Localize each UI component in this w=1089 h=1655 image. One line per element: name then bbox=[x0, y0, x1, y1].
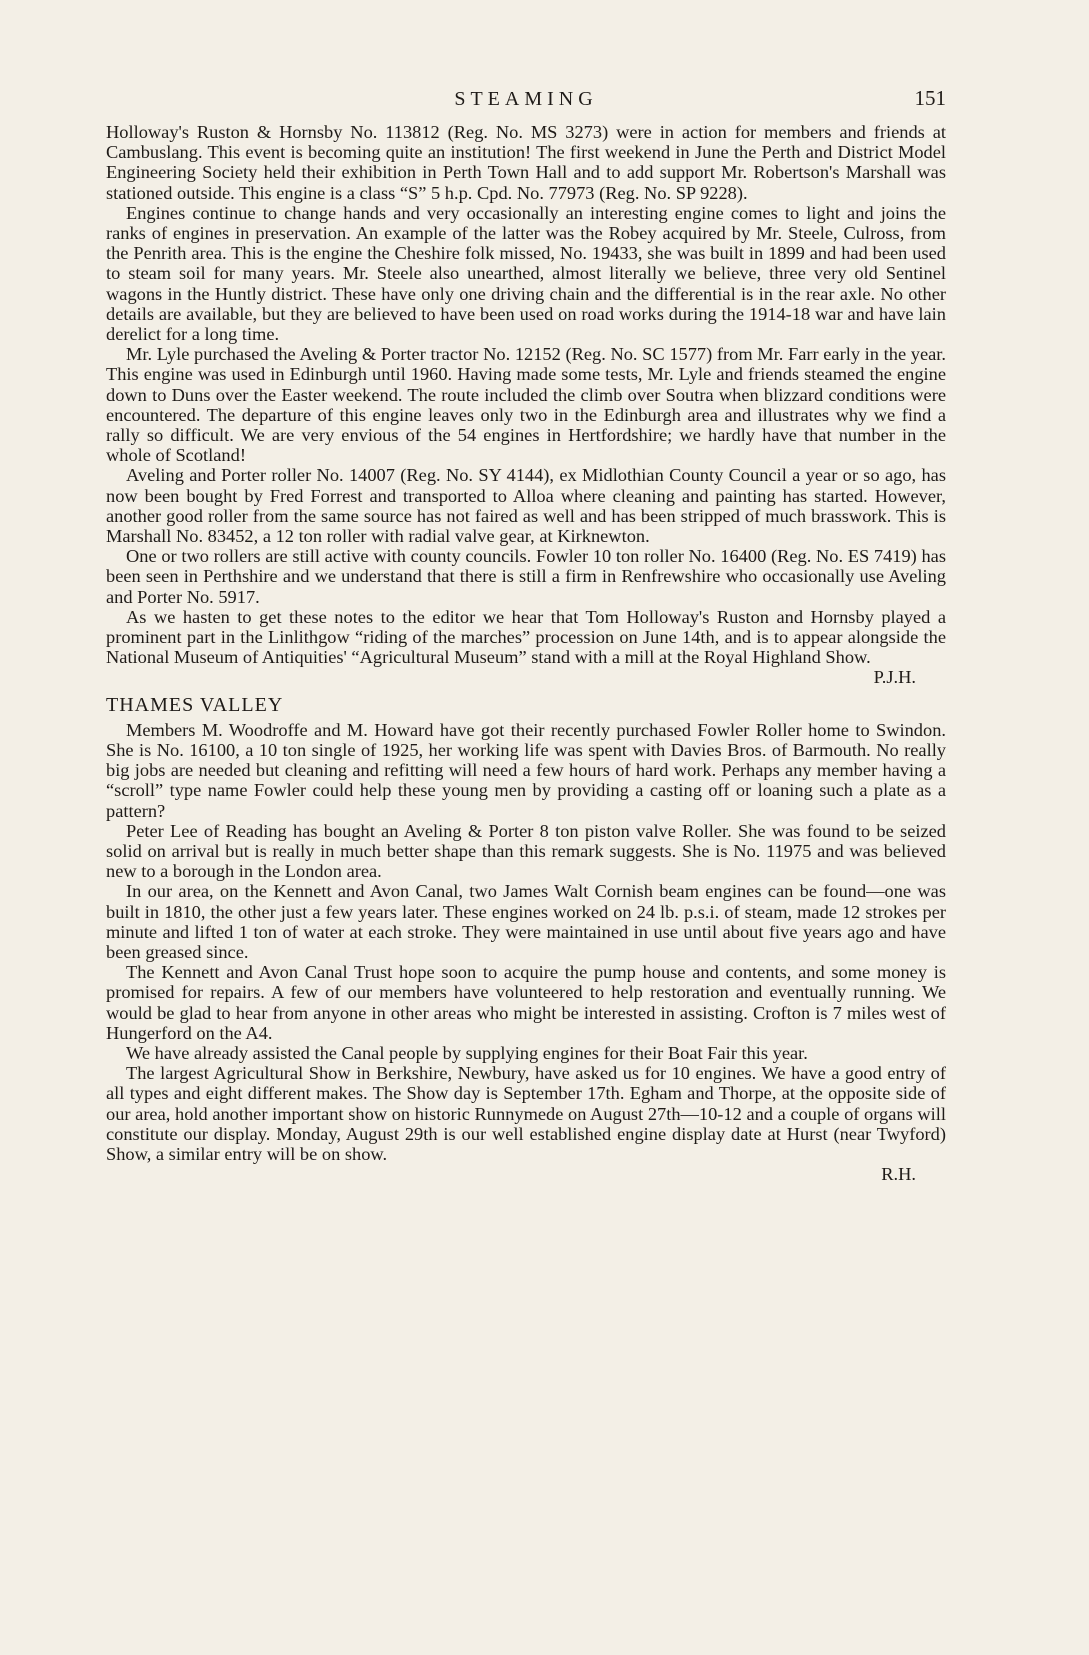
paragraph: Holloway's Ruston & Hornsby No. 113812 (Reg. No. MS 3273) were in action for members and friends at Cambuslang. This event is becoming quite an institution! The first weekend in June the Perth and District Model Engineering Society held their exhibition in Perth Town Hall and to add support Mr. Robertson's Marshall was stationed outside. This engine is a class “S” 5 h.p. Cpd. No. 77973 (Reg. No. SP 9228). bbox=[106, 122, 946, 203]
author-signature: P.J.H. bbox=[873, 667, 916, 688]
paragraph: We have already assisted the Canal people by supplying engines for their Boat Fair this year. bbox=[126, 1042, 808, 1063]
paragraph: Mr. Lyle purchased the Aveling & Porter tractor No. 12152 (Reg. No. SC 1577) from Mr. Farr early in the year. This engine was used in Edinburgh until 1960. Having made some tests, Mr. Lyle and friends steamed the engine down to Duns over the Easter weekend. The route included the climb over Soutra when blizzard conditions were encountered. The departure of this engine leaves only two in the Edinburgh area and illustrates why we find a rally so difficult. We are very envious of the 54 engines in Hertfordshire; we hardly have that number in the whole of Scotland! bbox=[106, 344, 946, 466]
section-heading: THAMES VALLEY bbox=[106, 693, 284, 716]
paragraph: Aveling and Porter roller No. 14007 (Reg. No. SY 4144), ex Midlothian County Council a year or so ago, has now been bought by Fred Forrest and transported to Alloa where cleaning and painting has started. However, another good roller from the same source has not faired as well and has been stripped of much brasswork. This is Marshall No. 83452, a 12 ton roller with radial valve gear, at Kirknewton. bbox=[106, 465, 946, 547]
running-head bbox=[106, 86, 946, 122]
paragraph: The largest Agricultural Show in Berkshire, Newbury, have asked us for 10 engines. We have a good entry of all types and eight different makes. The Show day is September 17th. Egham and Thorpe, at the opposite side of our area, hold another important show on historic Runnymede on August 27th—10-12 and a couple of organs will constitute our display. Monday, August 29th is our well established engine display date at Hurst (near Twyford) Show, a similar entry will be on show. bbox=[106, 1063, 946, 1164]
paragraph: One or two rollers are still active with county councils. Fowler 10 ton roller No. 16400 (Reg. No. ES 7419) has been seen in Perthshire and we understand that there is still a firm in Renfrewshire who occasionally use Aveling and Porter No. 5917. bbox=[106, 546, 946, 607]
page-number: 151 bbox=[914, 86, 946, 110]
page bbox=[106, 86, 946, 1184]
journal-title: STEAMING bbox=[454, 88, 598, 110]
author-signature: R.H. bbox=[881, 1164, 916, 1185]
paragraph: The Kennett and Avon Canal Trust hope soon to acquire the pump house and contents, and some money is promised for repairs. A few of our members have volunteered to help restoration and eventually running. We would be glad to hear from anyone in other areas who might be interested in assisting. Crofton is 7 miles west of Hungerford on the A4. bbox=[106, 962, 946, 1043]
scottish-notes bbox=[106, 122, 946, 688]
paragraph: Engines continue to change hands and very occasionally an interesting engine comes to light and joins the ranks of engines in preservation. An example of the latter was the Robey acquired by Mr. Steele, Culross, from the Penrith area. This is the engine the Cheshire folk missed, No. 19433, she was built in 1899 and had been used to steam soil for many years. Mr. Steele also unearthed, almost literally we believe, three very old Sentinel wagons in the Huntly district. These have only one driving chain and the differential is in the rear axle. No other details are available, but they are believed to have been used on road works during the 1914-18 war and have lain derelict for a long time. bbox=[106, 202, 946, 345]
paragraph: Peter Lee of Reading has bought an Aveling & Porter 8 ton piston valve Roller. She was found to be seized solid on arrival but is really in much better shape than this remark suggests. She is No. 11975 and was believed new to a borough in the London area. bbox=[106, 820, 946, 882]
paragraph: In our area, on the Kennett and Avon Canal, two James Walt Cornish beam engines can be found—one was built in 1810, the other just a few years later. These engines worked on 24 lb. p.s.i. of steam, made 12 strokes per minute and lifted 1 ton of water at each stroke. They were maintained in use until about five years ago and have been greased since. bbox=[106, 881, 946, 962]
paragraph: Members M. Woodroffe and M. Howard have got their recently purchased Fowler Roller home to Swindon. She is No. 16100, a 10 ton single of 1925, her working life was spent with Davies Bros. of Barmouth. No really big jobs are needed but cleaning and refitting will need a few hours of hard work. Perhaps any member having a “scroll” type name Fowler could help these young men by providing a casting off or loaning such a plate as a pattern? bbox=[106, 719, 946, 821]
thames-valley-notes bbox=[106, 720, 946, 1185]
paragraph: As we hasten to get these notes to the editor we hear that Tom Holloway's Ruston and Hornsby played a prominent part in the Linlithgow “riding of the marches” procession on June 14th, and is to appear alongside the National Museum of Antiquities' “Agricultural Museum” stand with a mill at the Royal Highland Show. bbox=[106, 606, 946, 668]
